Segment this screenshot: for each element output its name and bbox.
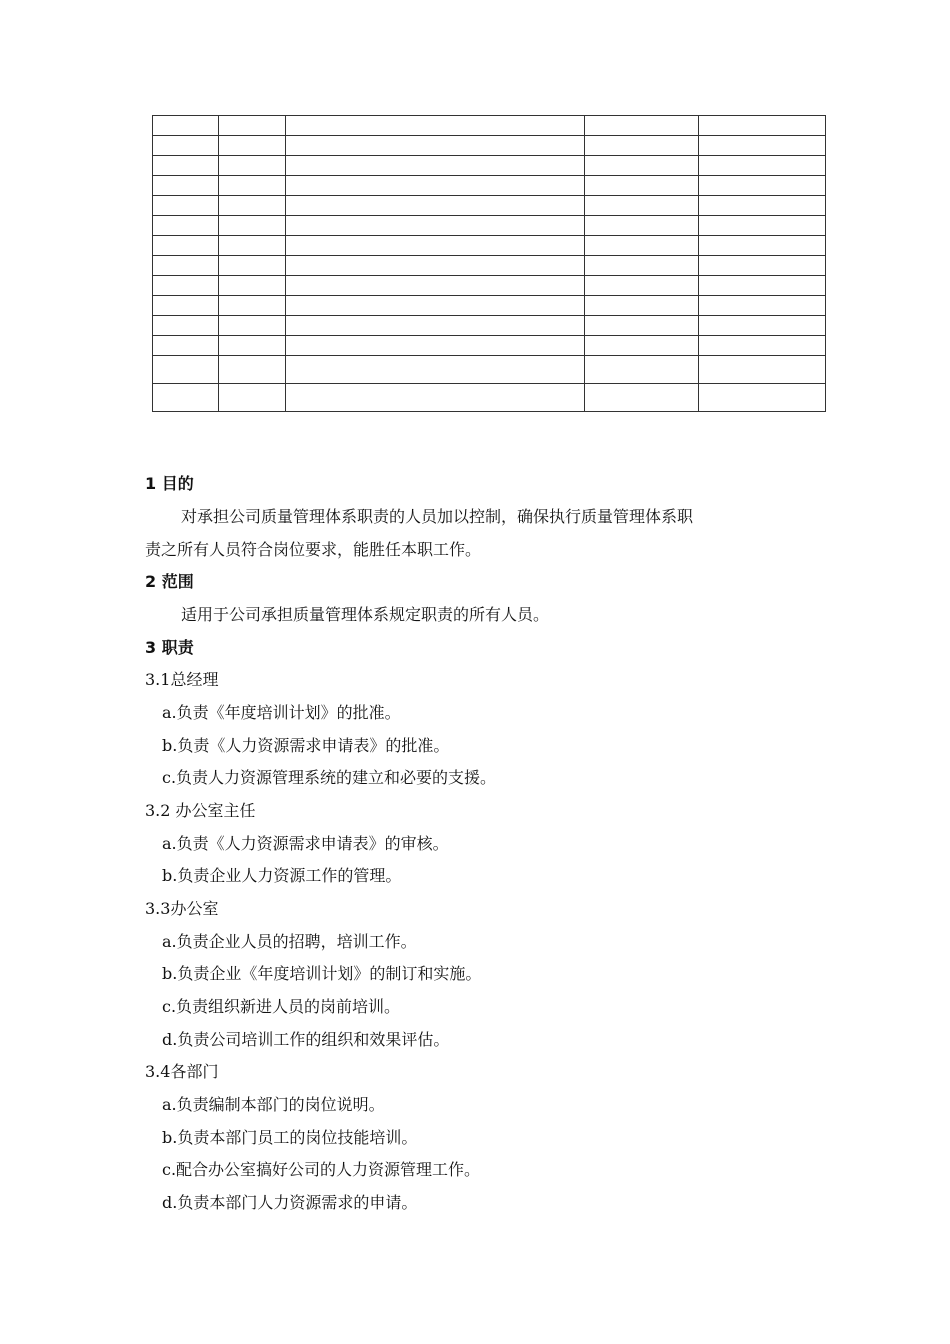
table-cell [219, 136, 286, 156]
table-cell [153, 296, 219, 316]
table-cell [219, 356, 286, 384]
table-row [153, 356, 826, 384]
table-row [153, 156, 826, 176]
table-cell [699, 384, 826, 412]
table-cell [585, 256, 699, 276]
table-row [153, 216, 826, 236]
table-row [153, 196, 826, 216]
table-cell [153, 336, 219, 356]
table-cell [286, 116, 585, 136]
table-cell [585, 384, 699, 412]
table-cell [585, 276, 699, 296]
table-cell [153, 136, 219, 156]
list-item: c.配合办公室搞好公司的人力资源管理工作。 [162, 1160, 481, 1179]
subsection-title: 3.2 办公室主任 [145, 801, 256, 820]
list-item: b.负责《人力资源需求申请表》的批准。 [162, 736, 450, 755]
table-cell [219, 176, 286, 196]
table-cell [585, 216, 699, 236]
list-item: b.负责本部门员工的岗位技能培训。 [162, 1128, 418, 1147]
table-cell [286, 356, 585, 384]
table-cell [153, 116, 219, 136]
purpose-paragraph-line-2: 责之所有人员符合岗位要求，能胜任本职工作。 [145, 540, 482, 559]
table-cell [286, 176, 585, 196]
table-cell [699, 316, 826, 336]
table-row [153, 336, 826, 356]
table-row [153, 176, 826, 196]
table-cell [699, 116, 826, 136]
table-row [153, 384, 826, 412]
table-cell [699, 336, 826, 356]
table-cell [219, 116, 286, 136]
table-cell [286, 236, 585, 256]
table-cell [153, 356, 219, 384]
table-row [153, 256, 826, 276]
table-cell [153, 236, 219, 256]
list-item: d.负责公司培训工作的组织和效果评估。 [162, 1030, 450, 1049]
table-cell [286, 296, 585, 316]
list-item: b.负责企业人力资源工作的管理。 [162, 866, 402, 885]
list-item: c.负责人力资源管理系统的建立和必要的支援。 [162, 768, 497, 787]
table-cell [699, 136, 826, 156]
table-cell [585, 176, 699, 196]
table-row [153, 136, 826, 156]
table-cell [699, 216, 826, 236]
revision-table [152, 115, 826, 412]
table-cell [153, 156, 219, 176]
list-item: c.负责组织新进人员的岗前培训。 [162, 997, 401, 1016]
table-cell [699, 276, 826, 296]
table-cell [286, 256, 585, 276]
table-cell [585, 296, 699, 316]
table-row [153, 116, 826, 136]
table-cell [286, 136, 585, 156]
table-cell [585, 316, 699, 336]
table-cell [585, 196, 699, 216]
table-cell [153, 216, 219, 236]
table-cell [699, 176, 826, 196]
revision-table-body [153, 116, 826, 412]
table-cell [219, 156, 286, 176]
table-cell [286, 336, 585, 356]
table-cell [219, 196, 286, 216]
list-item: a.负责编制本部门的岗位说明。 [162, 1095, 385, 1114]
subsection-title: 3.3办公室 [145, 899, 219, 918]
table-cell [585, 236, 699, 256]
table-cell [286, 216, 585, 236]
table-cell [219, 336, 286, 356]
section-heading-scope: 2 范围 [145, 572, 194, 591]
table-row [153, 276, 826, 296]
table-cell [153, 256, 219, 276]
scope-paragraph: 适用于公司承担质量管理体系规定职责的所有人员。 [181, 605, 550, 624]
table-cell [585, 116, 699, 136]
table-cell [219, 236, 286, 256]
table-cell [219, 316, 286, 336]
table-cell [585, 336, 699, 356]
table-row [153, 236, 826, 256]
list-item: b.负责企业《年度培训计划》的制订和实施。 [162, 964, 482, 983]
table-cell [153, 316, 219, 336]
purpose-paragraph-line-1: 对承担公司质量管理体系职责的人员加以控制，确保执行质量管理体系职 [181, 507, 694, 526]
table-cell [699, 236, 826, 256]
table-cell [585, 136, 699, 156]
list-item: a.负责企业人员的招聘，培训工作。 [162, 932, 417, 951]
table-cell [153, 196, 219, 216]
table-cell [286, 196, 585, 216]
list-item: d.负责本部门人力资源需求的申请。 [162, 1193, 418, 1212]
table-cell [585, 356, 699, 384]
table-cell [699, 296, 826, 316]
table-row [153, 316, 826, 336]
table-cell [219, 384, 286, 412]
table-cell [219, 276, 286, 296]
subsection-title: 3.1总经理 [145, 670, 219, 689]
section-heading-responsibilities: 3 职责 [145, 638, 194, 657]
table-cell [699, 356, 826, 384]
table-cell [153, 176, 219, 196]
table-cell [219, 256, 286, 276]
table-cell [219, 216, 286, 236]
table-cell [153, 276, 219, 296]
table-cell [286, 316, 585, 336]
list-item: a.负责《人力资源需求申请表》的审核。 [162, 834, 449, 853]
table-row [153, 296, 826, 316]
table-cell [585, 156, 699, 176]
subsection-title: 3.4各部门 [145, 1062, 219, 1081]
table-cell [286, 156, 585, 176]
table-cell [699, 156, 826, 176]
table-cell [219, 296, 286, 316]
table-cell [286, 276, 585, 296]
table-cell [286, 384, 585, 412]
list-item: a.负责《年度培训计划》的批准。 [162, 703, 401, 722]
section-heading-purpose: 1 目的 [145, 474, 194, 493]
table-cell [153, 384, 219, 412]
table-cell [699, 256, 826, 276]
table-cell [699, 196, 826, 216]
